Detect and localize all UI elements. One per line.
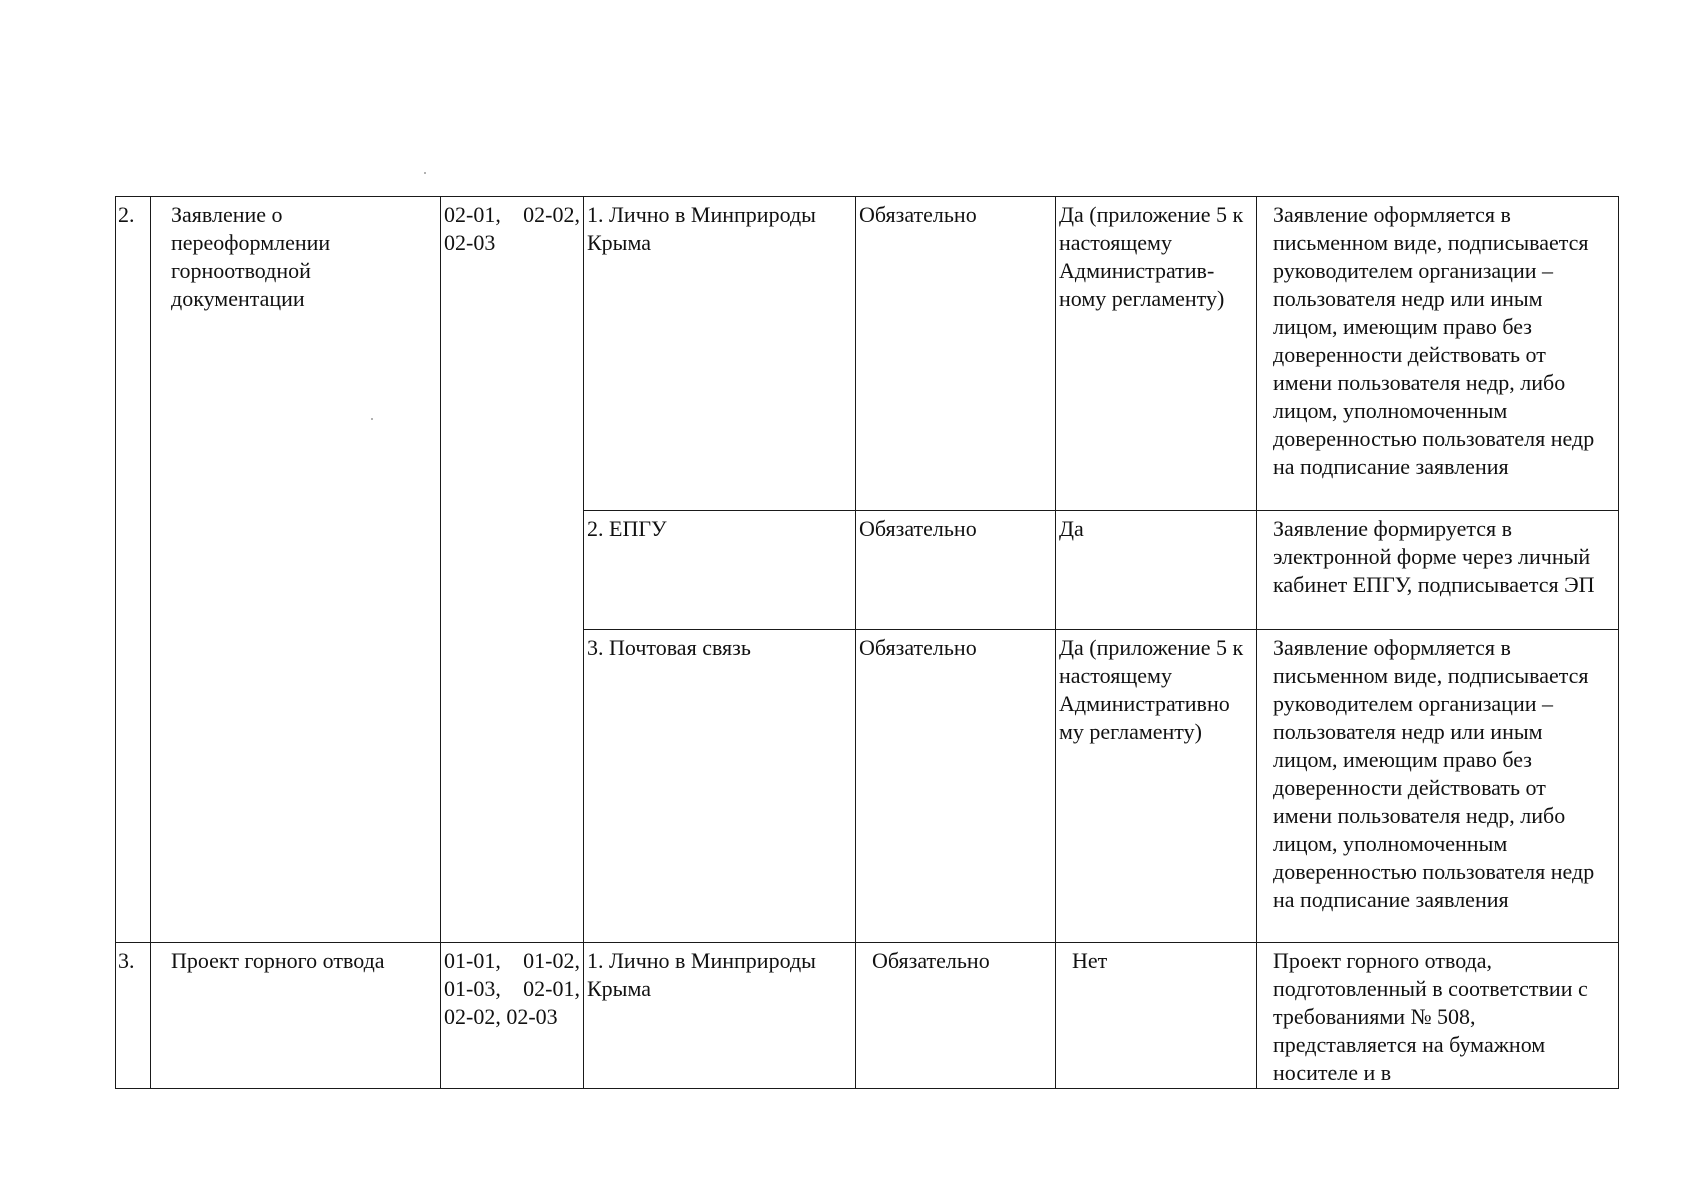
requirement-type: Обязательно — [856, 511, 1056, 630]
requirement-type: Обязательно — [856, 630, 1056, 943]
document-name: Проект горного отвода — [151, 943, 441, 1089]
table-row — [116, 197, 1619, 511]
requirement-type: Обязательно — [856, 197, 1056, 511]
scan-speck — [424, 172, 426, 174]
requirement-type: Обязательно — [856, 943, 1056, 1089]
submission-method: 1. Лично в Минприроды Крыма — [584, 197, 856, 511]
form-template: Да (приложение 5 к настоящему Административно му регламенту) — [1056, 630, 1257, 943]
row-number: 3. — [116, 943, 151, 1089]
requirements-note: Заявление оформляется в письменном виде, подписывается руководителем организации – пользователя недр или иным лицом, имеющим право без доверенности действовать от имени пользователя недр, либо лицом, уполномоченным доверенностью пользователя недр на подписание заявления — [1257, 630, 1619, 943]
requirements-note: Проект горного отвода, подготовленный в соответствии с требованиями № 508, представляется на бумажном носителе и в — [1257, 943, 1619, 1089]
requirements-note: Заявление формируется в электронной форме через личный кабинет ЕПГУ, подписывается ЭП — [1257, 511, 1619, 630]
form-template: Нет — [1056, 943, 1257, 1089]
form-template: Да (приложение 5 к настоящему Административ-ному регламенту) — [1056, 197, 1257, 511]
submission-method: 2. ЕПГУ — [584, 511, 856, 630]
submission-method: 3. Почтовая связь — [584, 630, 856, 943]
requirements-note: Заявление оформляется в письменном виде, подписывается руководителем организации – пользователя недр или иным лицом, имеющим право без доверенности действовать от имени пользователя недр, либо лицом, уполномоченным доверенностью пользователя недр на подписание заявления — [1257, 197, 1619, 511]
row-number: 2. — [116, 197, 151, 943]
service-codes: 02-01, 02-02, 02-03 — [441, 197, 584, 943]
submission-method: 1. Лично в Минприроды Крыма — [584, 943, 856, 1089]
service-codes: 01-01, 01-02, 01-03, 02-01, 02-02, 02-03 — [441, 943, 584, 1089]
document-name: Заявление о переоформлении горноотводной документации — [151, 197, 441, 943]
documents-table — [115, 196, 1619, 1089]
table-row — [116, 943, 1619, 1089]
form-template: Да — [1056, 511, 1257, 630]
